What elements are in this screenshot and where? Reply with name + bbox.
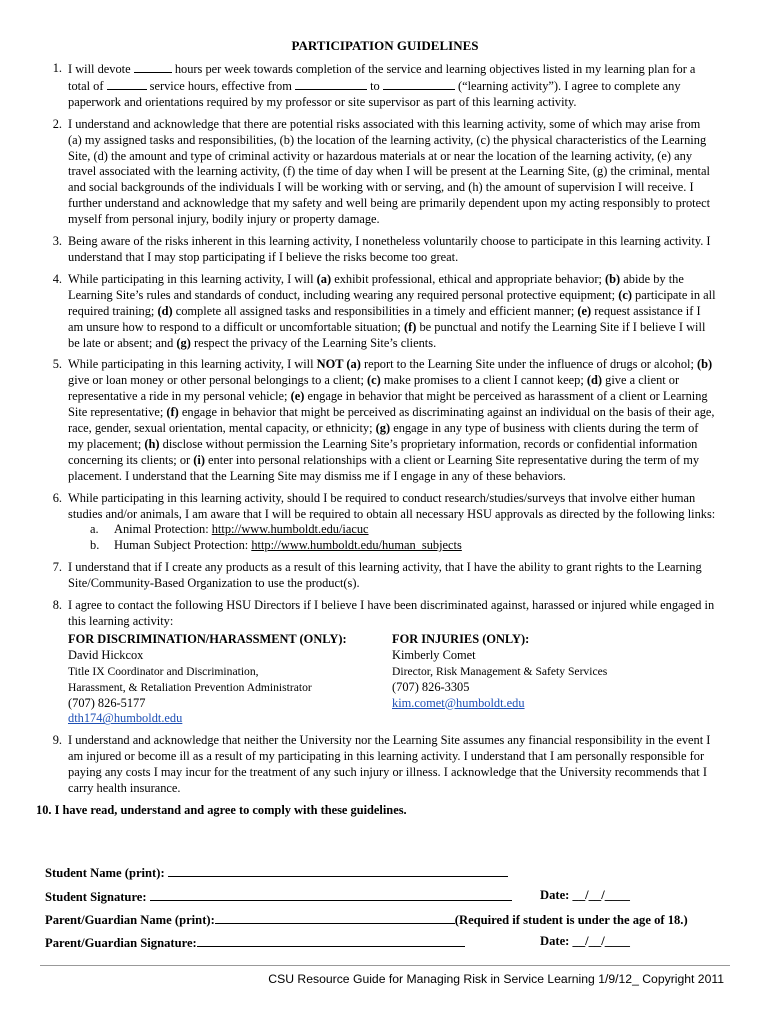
contact-email-link[interactable]: dth174@humboldt.edu <box>68 711 183 726</box>
link-item: a. Animal Protection: http://www.humboldt.edu/iacuc <box>90 522 369 537</box>
parent-name-row <box>45 911 725 929</box>
item-number: 7. <box>52 560 62 575</box>
parent-signature-row <box>45 934 725 952</box>
contacts-section <box>68 632 716 727</box>
item-text: I understand and acknowledge that neither the University nor the Learning Site assumes any financial responsibility in the event I am injured or become ill as a result of my participating in this learning activity. I understand that I am personally responsible for paying any costs I may incur for the treatment of any such injury or illness. I acknowledge that the University recommends that I carry health insurance. <box>68 733 711 796</box>
item-text: I have read, understand and agree to comply with these guidelines. <box>54 802 407 817</box>
contact-phone: (707) 826-3305 <box>392 679 470 694</box>
guideline-2 <box>40 117 716 228</box>
item-text: I understand that if I create any products as a result of this learning activity, that I have the ability to grant rights to the Learning Site/Community-Based Organization to use the product(s). <box>68 560 702 591</box>
student-signature-label: Student Signature: <box>45 890 150 904</box>
student-signature-field[interactable] <box>150 888 512 901</box>
item-text: Being aware of the risks inherent in this learning activity, I nonetheless voluntarily choose to participate in this learning activity. I understand that I may stop participating if I believe the risks become too great. <box>68 234 711 264</box>
item-text: I understand and acknowledge that there are potential risks associated with this learning activity, some of which may arise from (a) my assigned tasks and responsibilities, (b) the location of the learning activity, (c) the physical characteristics of the Learning Site, (d) the amount and type of criminal activity or hazardous materials at or near the location of the learning activity, (e) any travel associated with the learning activity, (f) the time of day when I will be present at the Learning Site, (g) the criminal, mental and social backgrounds of the individuals I will be working with or serving, and (h) the amount of supervision I will receive. I further understand and acknowledge that my safety and well being are primarily dependent upon my acting responsibly to protect myself from personal injury, bodily injury or property damage. <box>68 116 711 227</box>
item-number: 2. <box>52 116 62 131</box>
page-footer: CSU Resource Guide for Managing Risk in Service Learning 1/9/12_ Copyright 2011 <box>268 972 724 986</box>
guidelines-list <box>36 61 716 825</box>
footer-divider <box>40 965 730 966</box>
contact-phone: (707) 826-5177 <box>68 695 146 710</box>
guideline-3 <box>40 234 716 266</box>
guideline-4 <box>40 272 716 352</box>
injury-contact <box>392 632 716 727</box>
item-number: 1. <box>52 61 62 75</box>
item-text: While participating in this learning activity, I will NOT (a) report to the Learning Site under the influence of drugs or alcohol; (b) give or loan money or other personal belongings to a client; (c) make promises to a client I cannot keep; (d) give a client or representative a ride in my personal vehicle; (e) engage in behavior that might be perceived as harassment of a client or Learning Site representative; (f) engage in behavior that might be perceived as discriminating against an individual on the basis of their age, race, gender, sexual orientation, mental capacity, or ethnicity; (g) engage in any type of business with clients during the term of my placement; (h) disclose without permission the Learning Site’s proprietary information, records or confidential information concerning its clients; or (i) enter into personal relationships with a client or Learning Site representative during the term of my placement. I understand that the Learning Site may dismiss me if I engage in any of these behaviors. <box>68 357 715 483</box>
guideline-9 <box>40 733 716 797</box>
human-subject-link[interactable]: http://www.humboldt.edu/human_subjects <box>251 538 462 553</box>
item-text: While participating in this learning activity, should I be required to conduct research/studies/surveys that involve either human studies and/or animals, I am aware that I will be required to obtain all necessary HSU approvals as directed by the following links: <box>68 490 716 521</box>
end-date-blank[interactable] <box>383 78 455 90</box>
item-number: 4. <box>52 271 62 286</box>
item-text: I will devote hours per week towards completion of the service and learning objectives listed in my learning plan for a total of service hours, effective from to (“learning activity”). I agree to complete any paperwork and orientations required by my professor or site supervisor as part of this learning activity. <box>68 62 696 109</box>
student-name-label: Student Name (print): <box>45 866 168 880</box>
item-text: I agree to contact the following HSU Directors if I believe I have been discriminated against, harassed or injured while engaged in this learning activity: <box>68 598 715 628</box>
item-number: 5. <box>52 357 62 372</box>
hours-blank[interactable] <box>134 61 172 73</box>
item-number: 8. <box>52 598 62 613</box>
parent-name-field[interactable] <box>215 911 455 924</box>
guideline-5 <box>40 357 716 484</box>
guideline-1 <box>40 61 716 111</box>
contact-role: Director, Risk Management & Safety Services <box>392 664 608 678</box>
link-item: b. Human Subject Protection: http://www.humboldt.edu/human_subjects <box>90 538 462 553</box>
item-number: 6. <box>52 490 62 505</box>
guideline-6 <box>40 491 716 555</box>
contact-name: Kimberly Comet <box>392 647 476 662</box>
contact-role: Harassment, & Retaliation Prevention Administrator <box>68 680 312 694</box>
student-signature-row <box>45 888 725 906</box>
guideline-10 <box>36 803 716 819</box>
parent-date-field[interactable]: Date: __/__/____ <box>540 934 630 948</box>
total-hours-blank[interactable] <box>107 78 147 90</box>
contact-heading: FOR DISCRIMINATION/HARASSMENT (ONLY): <box>68 631 347 646</box>
parent-note: (Required if student is under the age of 18.) <box>454 913 688 927</box>
item-number: 10. <box>36 802 52 817</box>
approval-links <box>68 522 716 554</box>
guideline-7 <box>40 560 716 592</box>
item-number: 9. <box>52 733 62 748</box>
guideline-8 <box>40 598 716 727</box>
contact-role: Title IX Coordinator and Discrimination, <box>68 664 259 678</box>
start-date-blank[interactable] <box>295 78 367 90</box>
parent-signature-field[interactable] <box>197 934 465 947</box>
item-number: 3. <box>52 234 62 249</box>
page-title: PARTICIPATION GUIDELINES <box>291 38 479 53</box>
animal-protection-link[interactable]: http://www.humboldt.edu/iacuc <box>211 522 369 537</box>
discrimination-contact <box>68 632 392 727</box>
parent-name-label: Parent/Guardian Name (print): <box>45 913 215 927</box>
contact-email-link[interactable]: kim.comet@humboldt.edu <box>392 695 525 710</box>
student-name-row <box>45 864 725 882</box>
contact-heading: FOR INJURIES (ONLY): <box>392 631 530 646</box>
student-date-field[interactable]: Date: __/__/____ <box>540 888 630 902</box>
student-name-field[interactable] <box>168 864 508 877</box>
parent-signature-label: Parent/Guardian Signature: <box>45 936 197 950</box>
contact-name: David Hickcox <box>68 647 144 662</box>
item-text: While participating in this learning activity, I will (a) exhibit professional, ethical and appropriate behavior; (b) abide by the Learning Site’s rules and standards of conduct, including wearing any required personal protective equipment; (c) participate in all required training; (d) complete all assigned tasks and responsibilities in a timely and efficient manner; (e) request assistance if I am unsure how to respond to a difficult or uncomfortable situation; (f) be punctual and notify the Learning Site if I believe I will be late or absent; and (g) respect the privacy of the Learning Site’s clients. <box>68 271 716 350</box>
